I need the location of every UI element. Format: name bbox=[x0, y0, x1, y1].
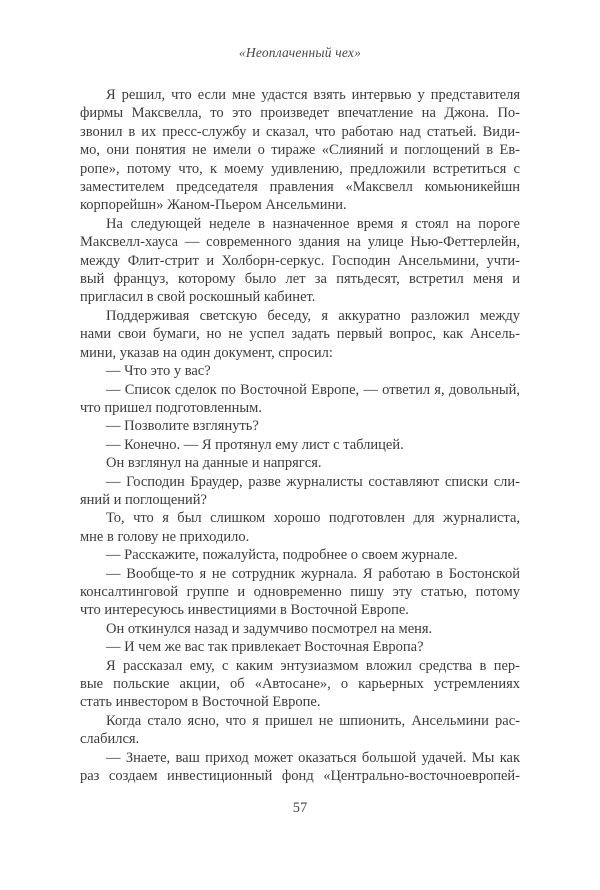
text-line: — Вообще-то я не сотрудник журнала. Я работаю в Бостонской bbox=[106, 565, 520, 582]
text-line: вые польские акции, об «Автосане», о карьерных устремлениях bbox=[80, 676, 520, 692]
text-line: нами свои бумаги, но не успел задать первый вопрос, как Ансель- bbox=[80, 326, 520, 343]
paragraph bbox=[80, 436, 520, 454]
text-line: — Расскажите, пожалуйста, подробнее о своем журнале. bbox=[106, 547, 458, 564]
text-line: что интересуюсь инвестициями в Восточной Европе. bbox=[80, 602, 409, 619]
paragraph bbox=[80, 307, 520, 362]
text-line: Он откинулся назад и задумчиво посмотрел на меня. bbox=[106, 620, 433, 637]
text-line: что пришел подготовленным. bbox=[80, 399, 262, 416]
paragraph bbox=[80, 86, 520, 215]
text-line: яний и поглощений? bbox=[80, 491, 207, 508]
text-line: — Что это у вас? bbox=[106, 363, 211, 380]
paragraph bbox=[80, 454, 520, 472]
page-number: 57 bbox=[292, 800, 308, 816]
text-line: корпорейшн» Жаном-Пьером Ансельмини. bbox=[80, 197, 347, 214]
paragraph bbox=[80, 620, 520, 638]
text-line: То, что я был слишком хорошо подготовлен для журналиста, bbox=[106, 510, 520, 527]
text-line: вый француз, которому было лет за пятьдесят, встретил меня и bbox=[80, 271, 520, 288]
paragraph bbox=[80, 638, 520, 656]
text-line: Я рассказал ему, с каким энтузиазмом вложил средства в пер- bbox=[106, 657, 520, 674]
text-line: мне в голову не приходило. bbox=[80, 528, 250, 545]
text-line: Максвелл-хауса — современного здания на улице Нью-Феттерлейн, bbox=[80, 234, 520, 251]
text-line: мини, указав на один документ, спросил: bbox=[80, 344, 333, 361]
text-line: Когда стало ясно, что я пришел не шпионить, Ансельмини рас- bbox=[106, 712, 520, 729]
text-line: стать инвестором в Восточной Европе. bbox=[80, 694, 321, 711]
paragraph bbox=[80, 473, 520, 510]
paragraph bbox=[80, 565, 520, 620]
paragraph bbox=[80, 381, 520, 418]
text-line: ропе», потому что, к моему удивлению, предложили встретиться с bbox=[80, 160, 520, 177]
text-line: звонил в их пресс-службу и сказал, что работаю над статьей. Види- bbox=[80, 123, 520, 140]
text-line: На следующей неделе в назначенное время я стоял на пороге bbox=[106, 215, 520, 232]
paragraph bbox=[80, 215, 520, 307]
paragraph bbox=[80, 362, 520, 380]
paragraph bbox=[80, 546, 520, 564]
running-title: «Неоплаченный чех» bbox=[238, 45, 362, 60]
text-line: между Флит-стрит и Холборн-серкус. Господин Ансельмини, учти- bbox=[80, 252, 520, 269]
text-line: мо, они понятия не имели о тираже «Слияний и поглощений в Ев- bbox=[80, 142, 520, 159]
text-line: пригласил в свой роскошный кабинет. bbox=[80, 289, 316, 306]
paragraph bbox=[80, 509, 520, 546]
text-line: — И чем же вас так привлекает Восточная Европа? bbox=[106, 639, 424, 656]
text-line: фирмы Максвелла, то это произведет впечатление на Джона. По- bbox=[80, 105, 520, 122]
paragraph bbox=[80, 749, 520, 786]
text-line: Он взглянул на данные и напрягся. bbox=[106, 455, 322, 472]
text-line: Я решил, что если мне удастся взять интервью у представителя bbox=[106, 87, 520, 103]
text-line: — Конечно. — Я протянул ему лист с таблицей. bbox=[106, 436, 404, 453]
text-line: — Список сделок по Восточной Европе, — ответил я, довольный, bbox=[106, 381, 520, 398]
text-line: — Позволите взглянуть? bbox=[106, 418, 259, 435]
text-line: Поддерживая светскую беседу, я аккуратно разложил между bbox=[106, 307, 520, 324]
text-line: консалтинговой группе и одновременно пишу эту статью, потому bbox=[80, 583, 520, 600]
text-line: заместителем председателя правления «Максвелл комьюникейшн bbox=[80, 179, 520, 196]
text-line: — Знаете, ваш приход может оказаться большой удачей. Мы как bbox=[106, 749, 520, 766]
text-line: слабился. bbox=[80, 731, 140, 748]
body-text bbox=[80, 86, 520, 785]
paragraph bbox=[80, 657, 520, 712]
paragraph bbox=[80, 417, 520, 435]
text-line: раз создаем инвестиционный фонд «Центрально-восточноевропей- bbox=[80, 768, 520, 785]
paragraph bbox=[80, 712, 520, 749]
text-line: — Господин Браудер, разве журналисты составляют списки сли- bbox=[106, 473, 520, 490]
